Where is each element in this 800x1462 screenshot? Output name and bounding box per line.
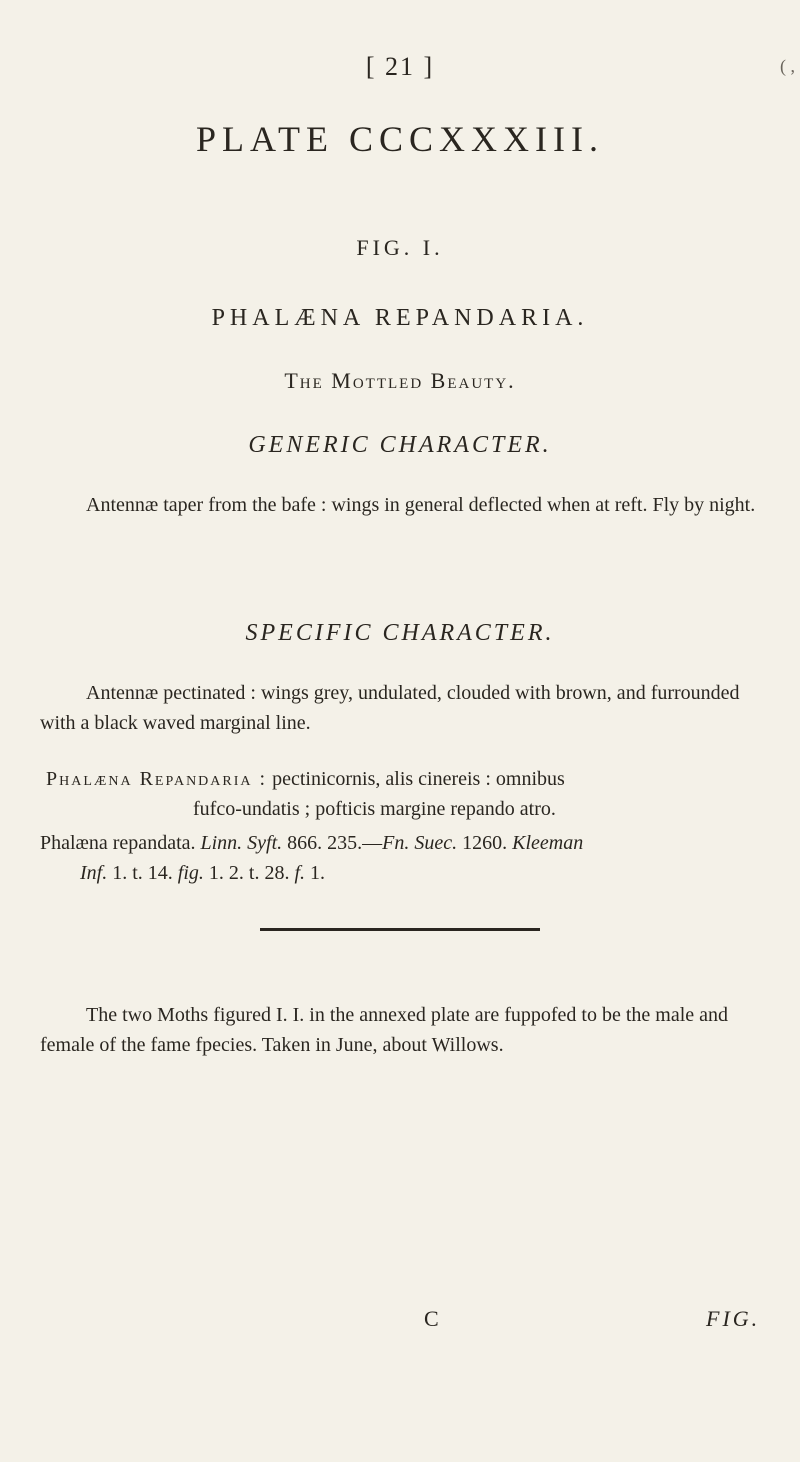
reference-linn: Linn. Syft. [200,832,283,854]
reference-linn-number: 866. 235.— [287,832,383,854]
signature-mark: C [424,1306,439,1331]
reference-f: f. [294,862,306,884]
synonym-description-continued: fufco-undatis ; pofticis margine repando atro. [193,798,556,820]
reference-kleeman: Kleeman [512,832,584,854]
catchword: FIG. [706,1306,761,1331]
specific-character-text: Antennæ pectinated : wings grey, undulated, clouded with brown, and furrounded with a black waved marginal line. [40,682,740,734]
plate-title: PLATE CCCXXXIII. [196,119,604,159]
synonym-linnaean [40,764,760,794]
species-name: PHALÆNA REPANDARIA. [211,305,589,331]
synonym-description: pectinicornis, alis cinereis : omnibus [272,768,565,790]
synonym-references [40,828,760,858]
observation-note: The two Moths figured I. I. in the annexed plate are fuppofed to be the male and female of the fame fpecies. Taken in June, about Willows. [40,1004,729,1056]
reference-inf-plate: 1. t. 14. [112,862,173,884]
reference-inf: Inf. [80,862,108,884]
figure-title: FIG. I. [356,235,444,260]
page-number: [ 21 ] [365,52,435,81]
corner-mark: ( , [780,56,795,76]
common-name: The Mottled Beauty. [284,368,516,393]
reference-f-number: 1. [310,862,326,884]
synonym-references-continued [80,858,325,888]
synonym-lead: Phalæna Repandaria : [46,768,268,790]
reference-fauna: Fn. Suec. [382,832,458,854]
reference-fauna-number: 1260. [462,832,508,854]
section-divider [260,928,540,931]
generic-character-text: Antennæ taper from the bafe : wings in general deflected when at reft. Fly by night. [86,494,756,516]
generic-character-heading: GENERIC CHARACTER. [248,432,552,458]
specific-character-heading: SPECIFIC CHARACTER. [245,620,555,646]
synonym-name: Phalæna repandata. [40,832,196,854]
reference-fig-number: 1. 2. t. 28. [208,862,290,884]
reference-fig: fig. [177,862,204,884]
